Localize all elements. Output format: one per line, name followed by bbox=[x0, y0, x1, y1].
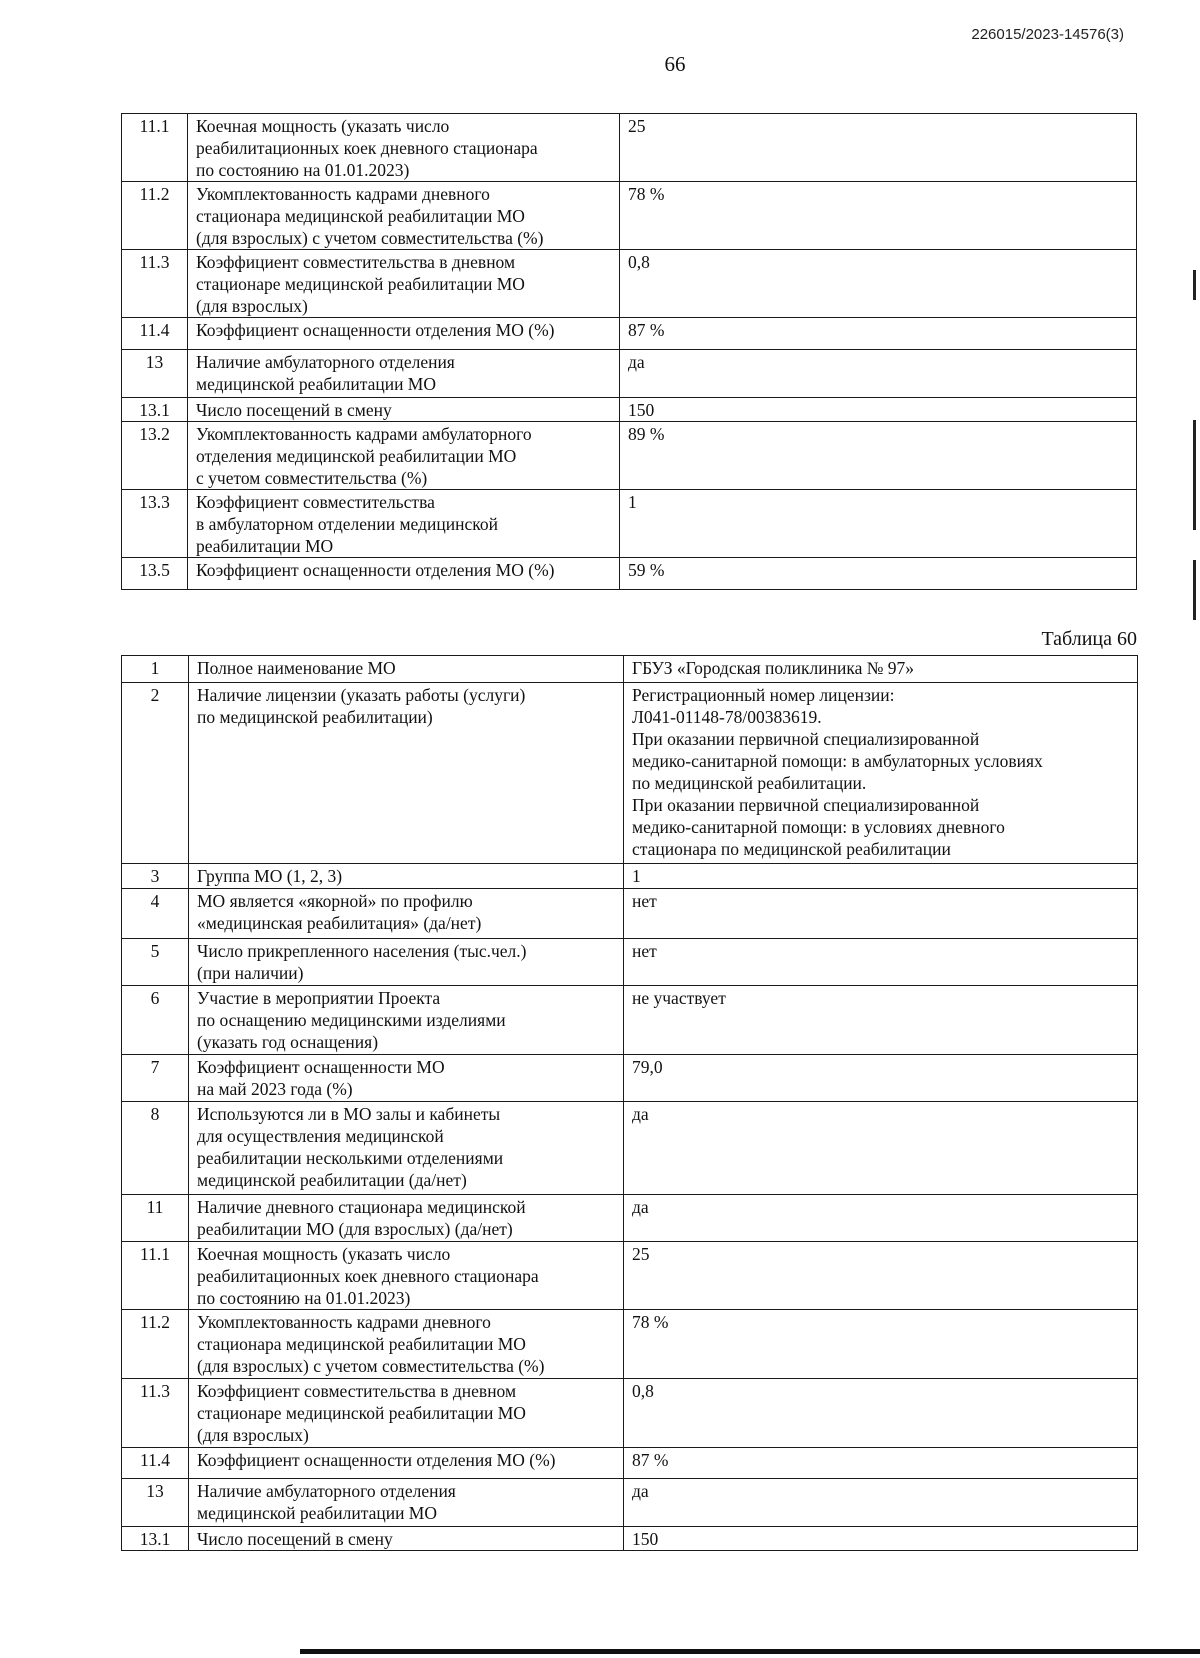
table-row bbox=[122, 1055, 1138, 1102]
table-row bbox=[122, 939, 1138, 986]
row-value: да bbox=[624, 1195, 1138, 1242]
row-label: Наличие лицензии (указать работы (услуги) по медицинской реабилитации) bbox=[189, 683, 624, 864]
document-id: 226015/2023-14576(3) bbox=[971, 26, 1124, 43]
row-value: да bbox=[620, 350, 1137, 398]
table-row bbox=[122, 114, 1137, 182]
table-row bbox=[122, 398, 1137, 422]
row-value: 0,8 bbox=[620, 250, 1137, 318]
row-label: Коечная мощность (указать число реабилитационных коек дневного стационара по состоянию на 01.01.2023) bbox=[189, 1242, 624, 1310]
table-row bbox=[122, 1379, 1138, 1448]
row-label: Коэффициент оснащенности отделения МО (%) bbox=[189, 1448, 624, 1479]
table-row bbox=[122, 864, 1138, 889]
table-row bbox=[122, 1527, 1138, 1551]
table-row bbox=[122, 318, 1137, 350]
row-value: 78 % bbox=[624, 1310, 1138, 1379]
row-number: 13.5 bbox=[122, 558, 188, 590]
row-value: нет bbox=[624, 889, 1138, 939]
table-row bbox=[122, 1102, 1138, 1195]
table-row bbox=[122, 986, 1138, 1055]
row-number: 1 bbox=[122, 656, 189, 683]
row-number: 13 bbox=[122, 1479, 189, 1527]
row-number: 2 bbox=[122, 683, 189, 864]
row-label: Коэффициент совместительства в дневном стационаре медицинской реабилитации МО (для взрослых) bbox=[188, 250, 620, 318]
table-row bbox=[122, 490, 1137, 558]
row-value: не участвует bbox=[624, 986, 1138, 1055]
row-number: 11.2 bbox=[122, 182, 188, 250]
scan-edge-mark bbox=[1193, 420, 1196, 530]
row-value: 78 % bbox=[620, 182, 1137, 250]
table-row bbox=[122, 1242, 1138, 1310]
scan-edge-mark bbox=[1193, 270, 1196, 300]
row-number: 4 bbox=[122, 889, 189, 939]
scan-edge-mark bbox=[1193, 560, 1196, 620]
table-row bbox=[122, 1448, 1138, 1479]
row-label: Укомплектованность кадрами амбулаторного отделения медицинской реабилитации МО с учетом совместительства (%) bbox=[188, 422, 620, 490]
row-number: 11.4 bbox=[122, 1448, 189, 1479]
table-row bbox=[122, 1479, 1138, 1527]
row-number: 11.3 bbox=[122, 250, 188, 318]
row-value: 150 bbox=[620, 398, 1137, 422]
table-row bbox=[122, 422, 1137, 490]
page-number: 66 bbox=[664, 52, 686, 76]
row-label: Коечная мощность (указать число реабилитационных коек дневного стационара по состоянию на 01.01.2023) bbox=[188, 114, 620, 182]
table-row bbox=[122, 683, 1138, 864]
row-number: 6 bbox=[122, 986, 189, 1055]
row-number: 11.1 bbox=[122, 114, 188, 182]
row-label: Группа МО (1, 2, 3) bbox=[189, 864, 624, 889]
row-value: да bbox=[624, 1479, 1138, 1527]
table-60 bbox=[121, 655, 1138, 1551]
row-number: 11 bbox=[122, 1195, 189, 1242]
row-value: 0,8 bbox=[624, 1379, 1138, 1448]
row-label: Полное наименование МО bbox=[189, 656, 624, 683]
row-value: да bbox=[624, 1102, 1138, 1195]
continued-table bbox=[121, 113, 1137, 590]
row-number: 11.1 bbox=[122, 1242, 189, 1310]
table-row bbox=[122, 250, 1137, 318]
table-row bbox=[122, 182, 1137, 250]
row-label: Наличие дневного стационара медицинской реабилитации МО (для взрослых) (да/нет) bbox=[189, 1195, 624, 1242]
row-number: 13.2 bbox=[122, 422, 188, 490]
row-number: 13 bbox=[122, 350, 188, 398]
row-value: Регистрационный номер лицензии: Л041-01148-78/00383619. При оказании первичной специализированной медико-санитарной помощи: в амбулаторных условиях по медицинской реабилитации. При оказании первичной специализированной медико-санитарной помощи: в условиях дневного стационара по медицинской реабилитации bbox=[624, 683, 1138, 864]
row-value: 59 % bbox=[620, 558, 1137, 590]
row-number: 5 bbox=[122, 939, 189, 986]
row-label: Участие в мероприятии Проекта по оснащению медицинскими изделиями (указать год оснащения) bbox=[189, 986, 624, 1055]
row-label: Укомплектованность кадрами дневного стационара медицинской реабилитации МО (для взрослых) с учетом совместительства (%) bbox=[189, 1310, 624, 1379]
table-row bbox=[122, 889, 1138, 939]
row-label: Коэффициент оснащенности МО на май 2023 года (%) bbox=[189, 1055, 624, 1102]
row-value: нет bbox=[624, 939, 1138, 986]
row-value: 25 bbox=[620, 114, 1137, 182]
row-value: 1 bbox=[624, 864, 1138, 889]
table-row bbox=[122, 558, 1137, 590]
row-label: Наличие амбулаторного отделения медицинской реабилитации МО bbox=[189, 1479, 624, 1527]
row-label: Число посещений в смену bbox=[188, 398, 620, 422]
row-number: 11.4 bbox=[122, 318, 188, 350]
scan-bottom-edge bbox=[300, 1649, 1200, 1654]
row-number: 11.3 bbox=[122, 1379, 189, 1448]
row-number: 13.3 bbox=[122, 490, 188, 558]
row-value: 79,0 bbox=[624, 1055, 1138, 1102]
row-label: Число прикрепленного населения (тыс.чел.) (при наличии) bbox=[189, 939, 624, 986]
row-value: 150 bbox=[624, 1527, 1138, 1551]
row-value: 89 % bbox=[620, 422, 1137, 490]
row-number: 13.1 bbox=[122, 398, 188, 422]
row-label: Наличие амбулаторного отделения медицинской реабилитации МО bbox=[188, 350, 620, 398]
row-label: Используются ли в МО залы и кабинеты для осуществления медицинской реабилитации несколькими отделениями медицинской реабилитации (да/нет) bbox=[189, 1102, 624, 1195]
table-row bbox=[122, 350, 1137, 398]
row-value: 87 % bbox=[624, 1448, 1138, 1479]
table-row bbox=[122, 656, 1138, 683]
row-label: Число посещений в смену bbox=[189, 1527, 624, 1551]
row-number: 11.2 bbox=[122, 1310, 189, 1379]
row-value: ГБУЗ «Городская поликлиника № 97» bbox=[624, 656, 1138, 683]
row-label: Укомплектованность кадрами дневного стационара медицинской реабилитации МО (для взрослых) с учетом совместительства (%) bbox=[188, 182, 620, 250]
row-label: Коэффициент оснащенности отделения МО (%) bbox=[188, 318, 620, 350]
row-value: 1 bbox=[620, 490, 1137, 558]
row-label: МО является «якорной» по профилю «медицинская реабилитация» (да/нет) bbox=[189, 889, 624, 939]
row-number: 3 bbox=[122, 864, 189, 889]
row-value: 25 bbox=[624, 1242, 1138, 1310]
row-number: 8 bbox=[122, 1102, 189, 1195]
table-caption: Таблица 60 bbox=[1041, 628, 1137, 650]
row-number: 7 bbox=[122, 1055, 189, 1102]
row-label: Коэффициент оснащенности отделения МО (%) bbox=[188, 558, 620, 590]
row-value: 87 % bbox=[620, 318, 1137, 350]
table-row bbox=[122, 1195, 1138, 1242]
row-label: Коэффициент совместительства в дневном стационаре медицинской реабилитации МО (для взрослых) bbox=[189, 1379, 624, 1448]
row-label: Коэффициент совместительства в амбулаторном отделении медицинской реабилитации МО bbox=[188, 490, 620, 558]
table-row bbox=[122, 1310, 1138, 1379]
row-number: 13.1 bbox=[122, 1527, 189, 1551]
